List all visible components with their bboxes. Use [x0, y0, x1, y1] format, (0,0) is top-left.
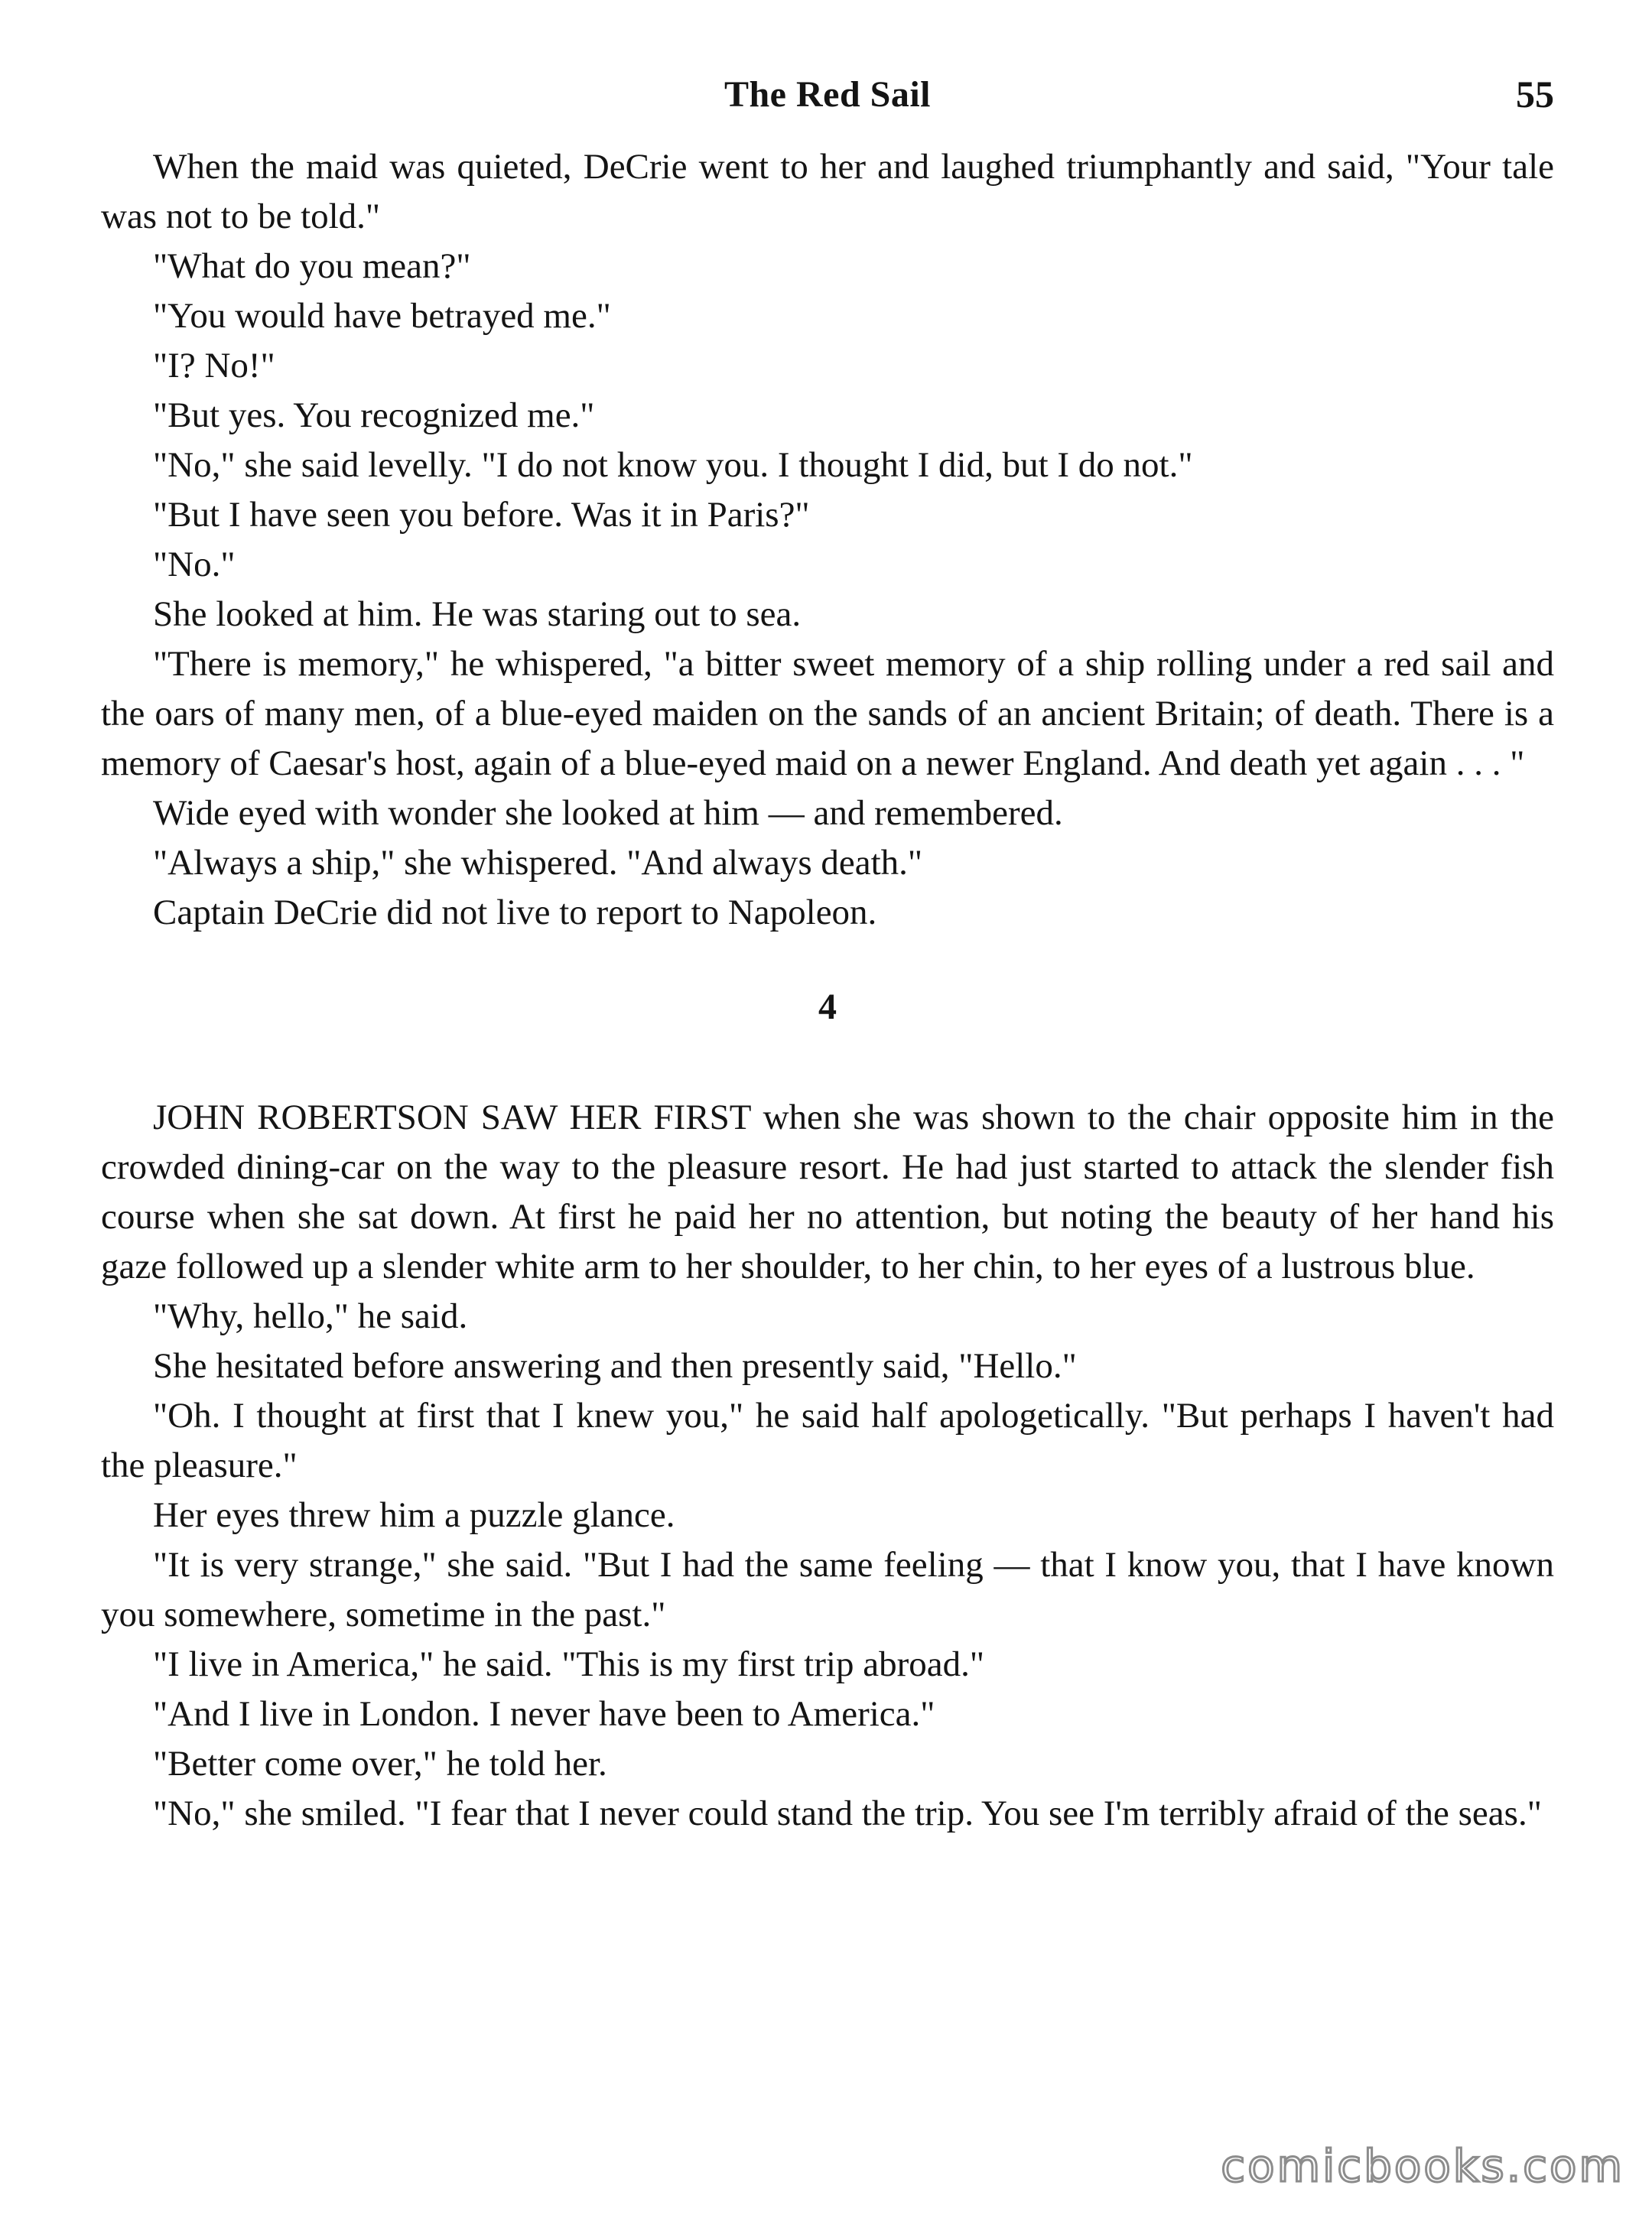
paragraph: "It is very strange," she said. "But I had the same feeling — that I know you, that I have known you somewhere, sometime in the past."	[101, 1545, 1554, 1634]
paragraph: Captain DeCrie did not live to report to Napoleon.	[153, 893, 877, 932]
body-text	[101, 142, 1554, 1839]
book-page	[101, 69, 1554, 1839]
paragraph: "But yes. You recognized me."	[153, 395, 595, 435]
paragraph: "But I have seen you before. Was it in Paris?"	[153, 495, 810, 535]
section-number: 4	[818, 987, 837, 1027]
paragraph: "I live in America," he said. "This is my first trip abroad."	[153, 1644, 985, 1684]
paragraph: "No," she said levelly. "I do not know you. I thought I did, but I do not."	[153, 445, 1193, 485]
running-title: The Red Sail	[724, 74, 932, 115]
paragraph: "Always a ship," she whispered. "And always death."	[153, 843, 923, 883]
paragraph: "Better come over," he told her.	[153, 1744, 607, 1784]
paragraph: Her eyes threw him a puzzle glance.	[153, 1495, 675, 1535]
paragraph: She hesitated before answering and then presently said, "Hello."	[153, 1346, 1077, 1386]
page-number: 55	[1516, 73, 1554, 115]
paragraph: "Why, hello," he said.	[153, 1296, 468, 1336]
paragraph: "And I live in London. I never have been to America."	[153, 1694, 935, 1734]
paragraph: "Oh. I thought at first that I knew you," he said half apologetically. "But perhaps I haven't had the pleasure."	[101, 1396, 1554, 1485]
paragraph: "There is memory," he whispered, "a bitter sweet memory of a ship rolling under a red sail and the oars of many men, of a blue-eyed maiden on the sands of an ancient Britain; of death. There is a memory of Caesar's host, again of a blue-eyed maid on a newer England. And death yet again . . . "	[101, 644, 1554, 783]
paragraph: When the maid was quieted, DeCrie went to her and laughed triumphantly and said, "Your tale was not to be told."	[101, 147, 1554, 236]
paragraph: Wide eyed with wonder she looked at him — and remembered.	[153, 793, 1063, 833]
paragraph: She looked at him. He was staring out to sea.	[153, 594, 802, 634]
site-watermark: comicbooks.com	[1221, 2140, 1624, 2192]
paragraph: "No."	[153, 545, 236, 584]
page-header	[101, 69, 1554, 122]
paragraph: "You would have betrayed me."	[153, 296, 611, 336]
paragraph: JOHN ROBERTSON SAW HER FIRST when she was shown to the chair opposite him in the crowded dining-car on the way to the pleasure resort. He had just started to attack the slender fish course when she sat down. At first he paid her no attention, but noting the beauty of her hand his gaze followed up a slender white arm to her shoulder, to her chin, to her eyes of a lustrous blue.	[101, 1098, 1554, 1286]
paragraph: "No," she smiled. "I fear that I never could stand the trip. You see I'm terribly afraid of the seas."	[153, 1794, 1542, 1833]
paragraph: "What do you mean?"	[153, 246, 471, 286]
paragraph: "I? No!"	[153, 346, 275, 385]
